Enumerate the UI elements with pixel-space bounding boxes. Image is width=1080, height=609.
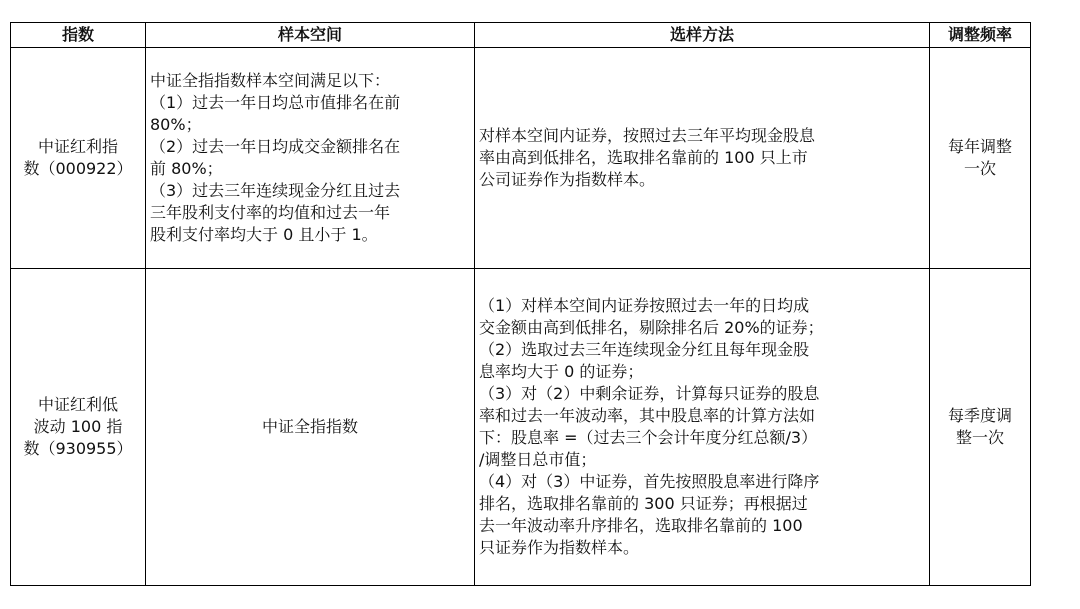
index-name-line: 数（000922） [23,159,133,178]
table-row [11,48,1031,269]
header-adjust-frequency: 调整频率 [930,23,1031,48]
sample-space-line: 中证全指指数样本空间满足以下： [150,71,391,90]
header-sample-space: 样本空间 [146,23,475,48]
header-index: 指数 [11,23,146,48]
adjust-frequency-line: 一次 [963,159,996,178]
index-name-line: 中证红利指 [37,137,118,156]
selection-method-line: （2）选取过去三年连续现金分红且每年现金股 [479,340,810,359]
selection-method-line: 对样本空间内证券，按照过去三年平均现金股息 [479,126,816,145]
index-name-line: 数（930955） [23,439,133,458]
selection-method-line: 排名，选取排名靠前的 300 只证券；再根据过 [479,494,808,513]
index-name-line: 波动 100 指 [33,417,123,436]
index-comparison-table-wrapper [10,22,1031,586]
sample-space-line: 前 80%； [150,159,223,178]
sample-space-line: （2）过去一年日均成交金额排名在 [150,137,401,156]
adjust-frequency-cell [930,48,1031,269]
sample-space-line: （3）过去三年连续现金分红且过去 [150,181,401,200]
sample-space-line: （1）过去一年日均总市值排名在前 [150,93,401,112]
selection-method-line: 交金额由高到低排名，剔除排名后 20%的证券； [479,318,824,337]
sample-space-line: 80%； [150,115,202,134]
selection-method-line: 率由高到低排名，选取排名靠前的 100 只上市 [479,148,808,167]
index-comparison-table [10,22,1031,586]
selection-method-line: （4）对（3）中证券，首先按照股息率进行降序 [479,472,820,491]
adjust-frequency-cell [930,269,1031,586]
selection-method-line: 下：股息率 =（过去三个会计年度分红总额/3） [479,428,818,447]
table-row [11,269,1031,586]
selection-method-line: 息率均大于 0 的证券； [479,362,644,381]
sample-space-line: 股利支付率均大于 0 且小于 1。 [150,225,378,244]
sample-space-cell [146,269,475,586]
index-name-line: 中证红利低 [37,395,118,414]
adjust-frequency-line: 每年调整 [947,137,1012,156]
selection-method-cell [475,48,930,269]
sample-space-cell [146,48,475,269]
sample-space-line: 中证全指指数 [261,417,358,436]
adjust-frequency-line: 整一次 [955,428,1004,447]
selection-method-cell [475,269,930,586]
adjust-frequency-line: 每季度调 [947,406,1012,425]
selection-method-line: 去一年波动率升序排名，选取排名靠前的 100 [479,516,803,535]
selection-method-line: （3）对（2）中剩余证券，计算每只证券的股息 [479,384,820,403]
selection-method-line: /调整日总市值； [479,450,597,469]
sample-space-line: 三年股利支付率的均值和过去一年 [150,203,391,222]
header-selection-method: 选样方法 [475,23,930,48]
selection-method-line: 只证券作为指数样本。 [479,538,640,557]
index-name-cell [11,48,146,269]
selection-method-line: 公司证券作为指数样本。 [479,170,656,189]
index-name-cell [11,269,146,586]
selection-method-line: 率和过去一年波动率，其中股息率的计算方法如 [479,406,816,425]
selection-method-line: （1）对样本空间内证券按照过去一年的日均成 [479,296,810,315]
table-header-row [11,23,1031,48]
